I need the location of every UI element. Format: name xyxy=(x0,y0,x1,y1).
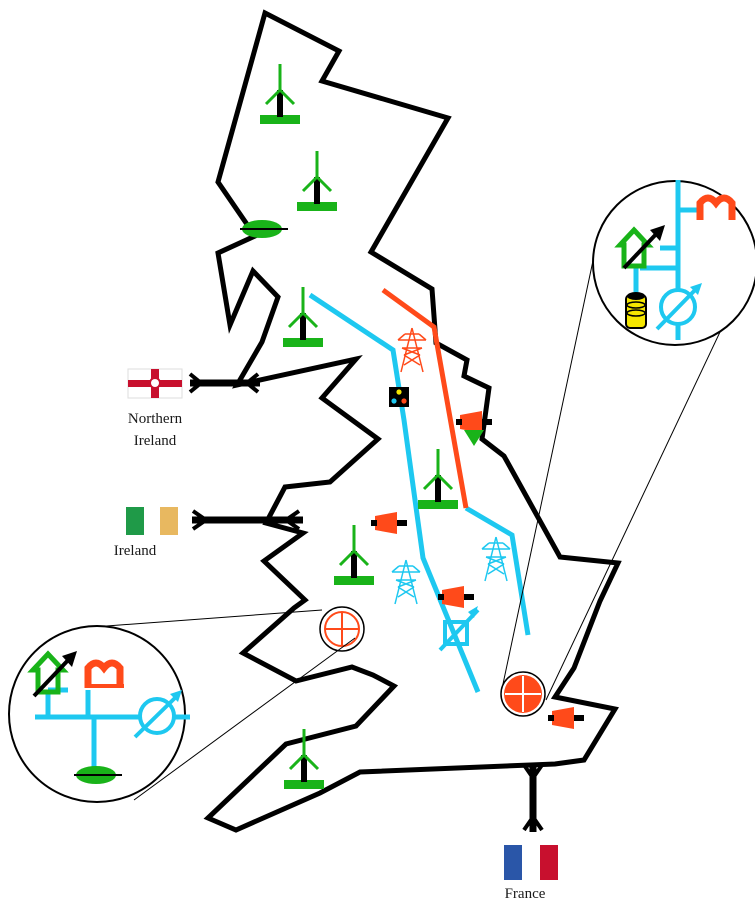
wind-turbine-icon xyxy=(418,449,458,509)
pylon-icon xyxy=(482,537,510,581)
ireland-label: Ireland xyxy=(113,543,157,559)
france-flag xyxy=(504,845,558,880)
pylon-icon xyxy=(392,560,420,604)
northern-ireland-label-line1: Northern xyxy=(127,411,183,427)
northern-ireland-label-line2: Ireland xyxy=(133,433,177,449)
wind-turbine-icon xyxy=(283,287,323,347)
substation-hub-icon xyxy=(389,387,409,407)
grid-node-east xyxy=(501,672,545,716)
cyan-line-east xyxy=(466,508,528,635)
pylon-icon xyxy=(398,328,426,372)
hydro-pump-icon xyxy=(548,707,584,729)
wind-turbine-icon xyxy=(334,525,374,585)
zoom-detail-west xyxy=(9,626,190,802)
wind-turbine-icon xyxy=(260,64,300,124)
northern-ireland-flag xyxy=(128,369,182,398)
france-label: France xyxy=(504,886,546,902)
battery-icon xyxy=(626,292,646,328)
ireland-flag xyxy=(126,507,178,535)
hydro-pump-icon xyxy=(371,512,407,534)
wind-turbine-icon xyxy=(297,151,337,211)
northern-ireland-label xyxy=(112,408,198,452)
grid-node-west xyxy=(320,607,364,651)
gb-outline xyxy=(208,13,618,830)
zoom-detail-east xyxy=(593,180,755,345)
